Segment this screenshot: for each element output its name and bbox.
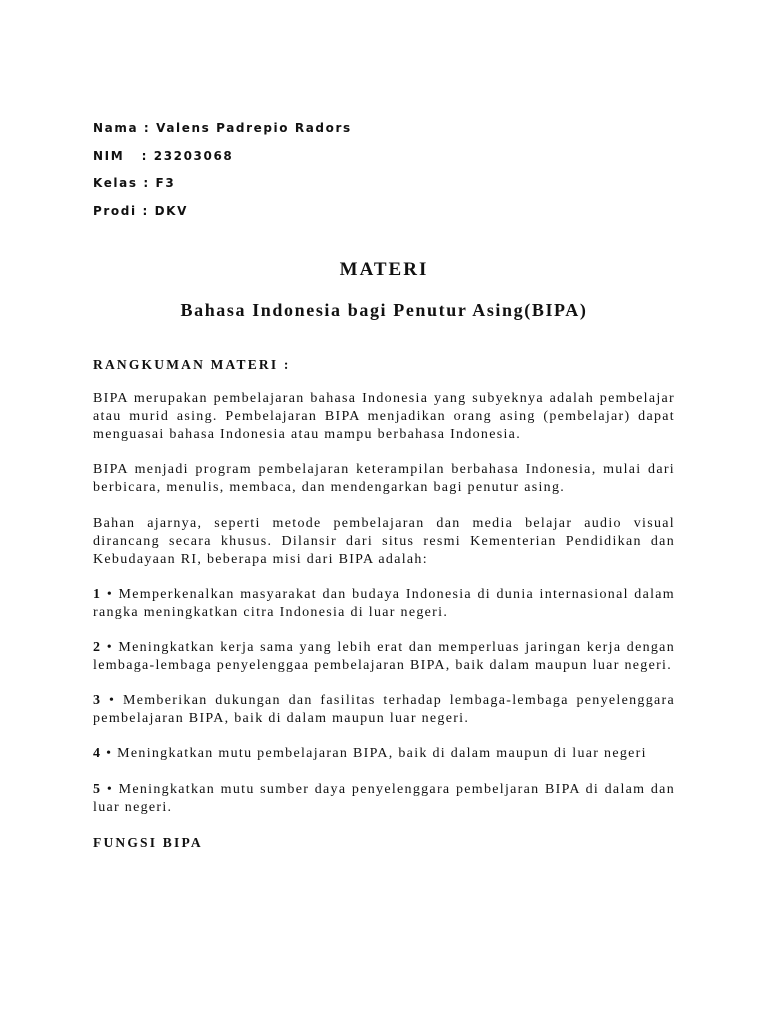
mission-text: • Meningkatkan mutu sumber daya penyelenggara pembeljaran BIPA di dalam dan luar negeri.	[93, 781, 675, 815]
paragraph: BIPA menjadi program pembelajaran keterampilan berbahasa Indonesia, mulai dari berbicara, menulis, membaca, dan mendengarkan bagi penutur asing.	[93, 462, 675, 496]
mission-item	[93, 639, 675, 675]
summary-heading: RANGKUMAN MATERI :	[93, 357, 291, 372]
function-heading: FUNGSI BIPA	[93, 834, 203, 850]
paragraph: Bahan ajarnya, seperti metode pembelajaran dan media belajar audio visual dirancang secara khusus. Dilansir dari situs resmi Kementerian Pendidikan dan Kebudayaan RI, beberapa misi dari BIPA adalah:	[93, 515, 675, 567]
mission-number: 1	[93, 586, 102, 602]
mission-text: • Memberikan dukungan dan fasilitas terhadap lembaga-lembaga penyelenggara pembelajaran BIPA, baik di dalam maupun luar negeri.	[93, 693, 675, 727]
document-title: MATERI	[339, 259, 429, 280]
nim-line: NIM : 23203068	[93, 148, 234, 163]
study-program-line: Prodi : DKV	[93, 203, 188, 218]
mission-text: • Meningkatkan kerja sama yang lebih erat dan memperluas jaringan kerja dengan lembaga-lembaga penyelenggaa pembelajaran BIPA, baik dalam maupun luar negeri.	[93, 640, 675, 674]
document-subtitle: Bahasa Indonesia bagi Penutur Asing(BIPA)	[180, 300, 588, 320]
mission-text: • Memperkenalkan masyarakat dan budaya Indonesia di dunia internasional dalam rangka meningkatkan citra Indonesia di luar negeri.	[93, 586, 675, 620]
mission-number: 2	[93, 640, 102, 656]
name-line: Nama : Valens Padrepio Radors	[93, 121, 352, 135]
mission-number: 5	[93, 781, 102, 797]
mission-item	[93, 745, 675, 763]
paragraph: BIPA merupakan pembelajaran bahasa Indonesia yang subyeknya adalah pembelajar atau murid asing. Pembelajaran BIPA menjadikan orang asing (pembelajar) dapat menguasai bahasa Indonesia atau mampu berbahasa Indonesia.	[93, 391, 675, 443]
mission-item	[93, 781, 675, 817]
mission-item	[93, 586, 675, 622]
mission-number: 4	[93, 746, 102, 762]
class-line: Kelas : F3	[93, 176, 176, 190]
student-info	[93, 115, 352, 225]
mission-text: • Meningkatkan mutu pembelajaran BIPA, baik di dalam maupun di luar negeri	[106, 746, 647, 762]
document-body	[93, 356, 675, 852]
mission-number: 3	[93, 693, 102, 709]
mission-item	[93, 692, 675, 728]
